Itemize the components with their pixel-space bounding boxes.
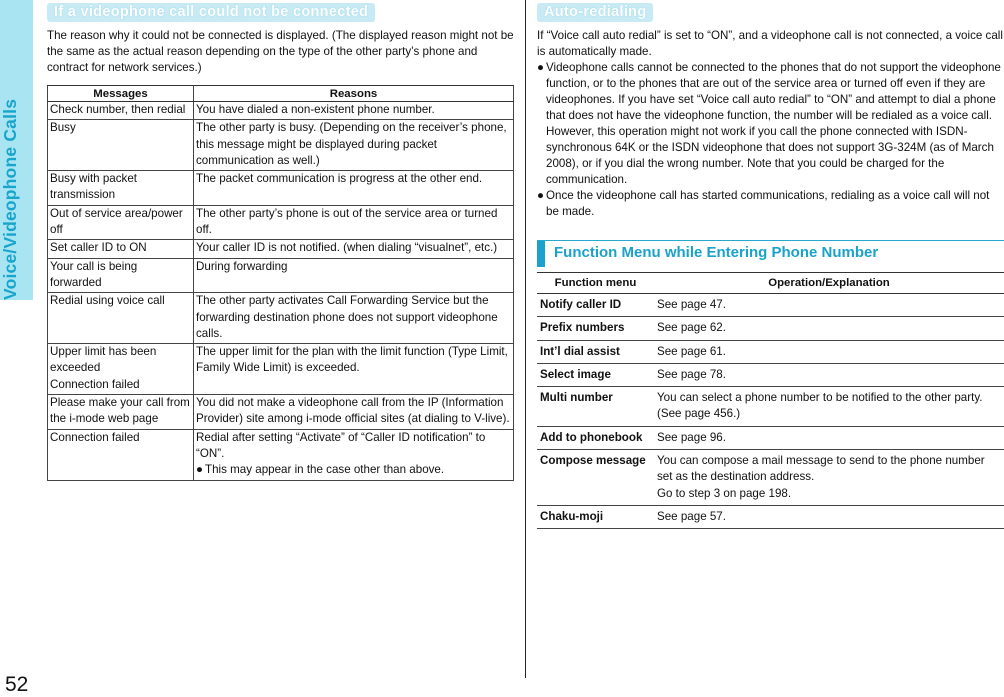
table-row [48, 395, 514, 430]
message-cell [48, 344, 194, 395]
bullet-icon: ● [537, 61, 545, 74]
right-column [537, 3, 1004, 529]
bullet-item [196, 462, 511, 478]
function-name-cell: Chaku-moji [537, 505, 654, 528]
table-row [48, 258, 514, 293]
message-cell: Set caller ID to ON [48, 240, 194, 258]
table-header-row [48, 86, 514, 102]
table-row [48, 171, 514, 206]
table-row [537, 505, 1004, 528]
table-row [48, 240, 514, 258]
message-cell: Busy [48, 120, 194, 171]
table-row [48, 344, 514, 395]
bullet-item [537, 60, 1004, 188]
side-section-title [0, 98, 32, 300]
function-menu-title: Function Menu while Entering Phone Number [554, 244, 879, 261]
table-row [48, 293, 514, 344]
bullet-icon: ● [537, 189, 545, 202]
explanation-cell: See page 78. [654, 363, 1004, 386]
header-accent-bar [537, 241, 545, 267]
reason-cell [194, 429, 514, 480]
explanation-cell [654, 450, 1004, 506]
bullet-item [537, 188, 1004, 220]
col-header-reasons: Reasons [194, 86, 514, 102]
message-cell: Check number, then redial [48, 102, 194, 120]
reason-line: Redial after setting “Activate” of “Caller ID notification” to “ON”. [196, 430, 486, 460]
auto-redial-intro [537, 28, 1004, 220]
bullet-icon: ● [196, 463, 204, 477]
reason-cell: The other party activates Call Forwarding Service but the forwarding destination phone does not support videophone calls. [194, 293, 514, 344]
section-heading-auto-redialing: Auto-redialing [537, 3, 653, 22]
function-name-cell: Int’l dial assist [537, 340, 654, 363]
table-row [48, 429, 514, 480]
intro-paragraph [47, 28, 514, 76]
col-header-operation: Operation/Explanation [654, 273, 1004, 294]
function-name-cell: Prefix numbers [537, 317, 654, 340]
reason-cell: The other party’s phone is out of the service area or turned off. [194, 205, 514, 240]
function-menu-table [537, 272, 1004, 529]
table-row [537, 387, 1004, 427]
table-row [48, 102, 514, 120]
table-row [537, 363, 1004, 386]
bullet-text: This may appear in the case other than above. [205, 463, 445, 477]
messages-table [47, 85, 514, 481]
function-name-cell: Compose message [537, 450, 654, 506]
message-cell: Busy with packet transmission [48, 171, 194, 206]
message-cell: Please make your call from the i-mode web page [48, 395, 194, 430]
table-row [48, 205, 514, 240]
explanation-line: You can compose a mail message to send to the phone number set as the destination address. [657, 454, 985, 484]
section-heading-connection-failed: If a videophone call could not be connected [47, 3, 375, 22]
reason-cell: Your caller ID is not notified. (when dialing “visualnet”, etc.) [194, 240, 514, 258]
message-cell: Connection failed [48, 429, 194, 480]
auto-redial-intro-text: If “Voice call auto redial” is set to “ON”, and a videophone call is not connected, a voice call is automatically made. [537, 29, 1003, 58]
explanation-line: Go to step 3 on page 198. [657, 486, 792, 500]
explanation-cell: See page 62. [654, 317, 1004, 340]
table-row [537, 340, 1004, 363]
bullet-text: Videophone calls cannot be connected to the phones that do not support the videophone function, or to the phones that are out of the service area or turned off even if they are videophones. If you have set “Voice call auto redial” to “ON” and attempt to dial a phone that does not have the videophone function, the number will be redialed as a voice call. However, this operation might not work if you call the phone connected with ISDN-synchronous 64K or the ISDN videophone that does not support 3G-324M (as of March 2008), or if you dial the wrong number. Note that you could be charged for the communication. [546, 61, 1001, 186]
table-row [537, 450, 1004, 506]
auto-redial-bullets [537, 60, 1004, 220]
explanation-cell: You can select a phone number to be notified to the other party. (See page 456.) [654, 387, 1004, 427]
col-header-messages: Messages [48, 86, 194, 102]
reason-bullet-list [196, 462, 511, 478]
function-name-cell: Select image [537, 363, 654, 386]
explanation-cell: See page 57. [654, 505, 1004, 528]
table-row [537, 294, 1004, 317]
left-column [47, 3, 514, 481]
explanation-cell: See page 96. [654, 426, 1004, 449]
message-cell: Your call is being forwarded [48, 258, 194, 293]
table-header-row [537, 273, 1004, 294]
col-header-function-menu: Function menu [537, 273, 654, 294]
reason-cell: The other party is busy. (Depending on the receiver’s phone, this message might be displayed during packet communication as well.) [194, 120, 514, 171]
reason-cell: During forwarding [194, 258, 514, 293]
message-line: Upper limit has been exceeded [50, 345, 157, 375]
message-cell: Out of service area/power off [48, 205, 194, 240]
explanation-cell: See page 61. [654, 340, 1004, 363]
function-name-cell: Notify caller ID [537, 294, 654, 317]
explanation-cell: See page 47. [654, 294, 1004, 317]
message-line: Connection failed [50, 377, 140, 391]
message-cell: Redial using voice call [48, 293, 194, 344]
reason-cell: You did not make a videophone call from the IP (Information Provider) site among i-mode official sites (at dialing to V-live). [194, 395, 514, 430]
table-row [537, 426, 1004, 449]
reason-cell: The packet communication is progress at the other end. [194, 171, 514, 206]
function-name-cell: Multi number [537, 387, 654, 427]
table-row [48, 120, 514, 171]
reason-cell: The upper limit for the plan with the limit function (Type Limit, Family Wide Limit) is exceeded. [194, 344, 514, 395]
side-section-title-text: Voice/Videophone Calls [0, 98, 20, 300]
bullet-text: Once the videophone call has started communications, redialing as a voice call will not be made. [546, 189, 990, 218]
table-row [537, 317, 1004, 340]
function-menu-header [537, 240, 1004, 268]
page-number: 52 [5, 673, 29, 696]
function-name-cell: Add to phonebook [537, 426, 654, 449]
reason-cell: You have dialed a non-existent phone number. [194, 102, 514, 120]
intro-text: The reason why it could not be connected is displayed. (The displayed reason might not be the same as the actual reason depending on the type of the other party’s phone and contract for network services.) [47, 29, 514, 74]
column-divider [525, 0, 526, 678]
